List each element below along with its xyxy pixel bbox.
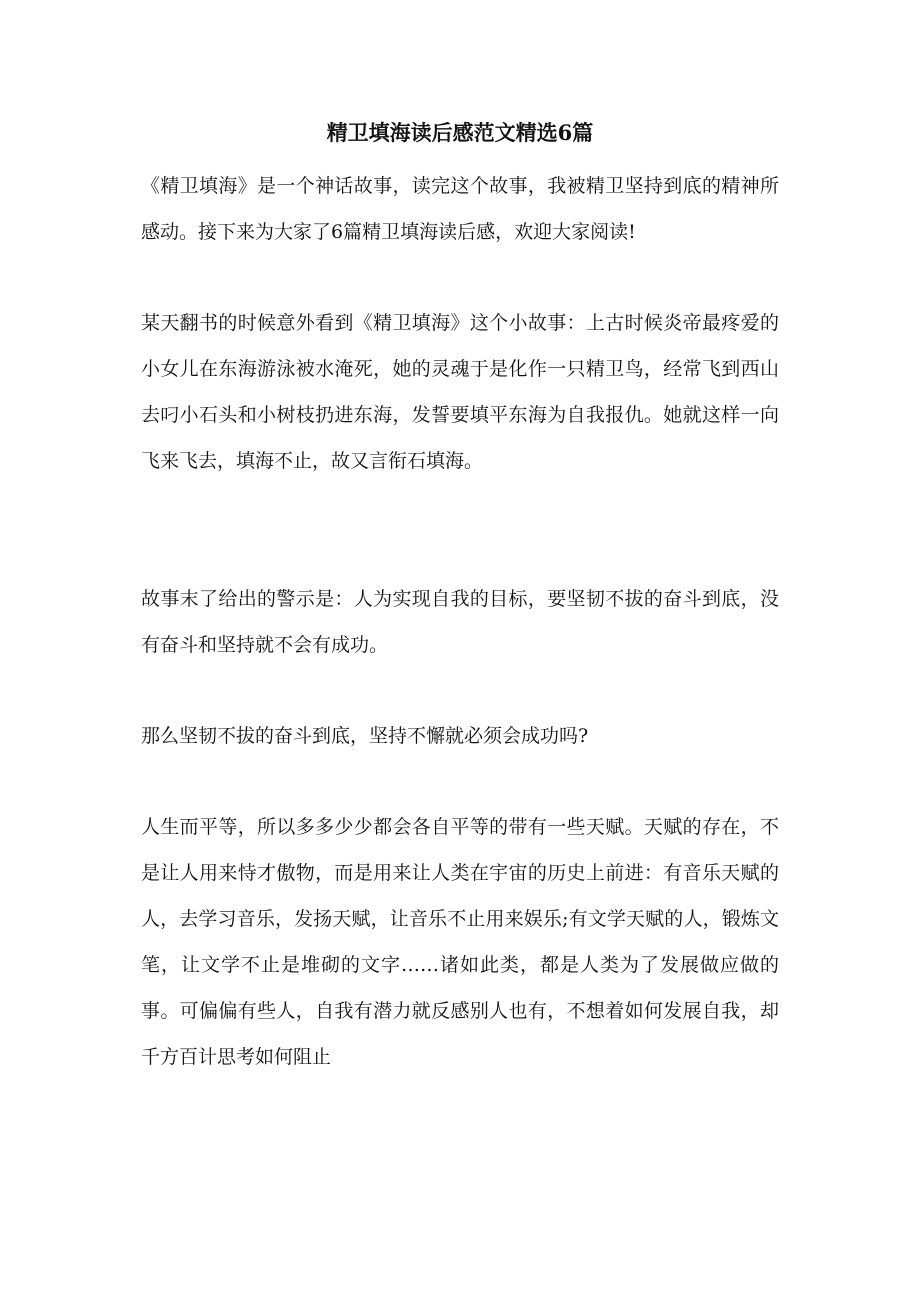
document-body [141,163,779,1080]
paragraph-spacer [141,668,779,713]
paragraph-moral: 故事末了给出的警示是：人为实现自我的目标，要坚韧不拔的奋斗到底，没有奋斗和坚持就不会有成功。 [141,588,779,656]
paragraph-story: 某天翻书的时候意外看到《精卫填海》这个小故事：上古时候炎帝最疼爱的小女儿在东海游泳被水淹死，她的灵魂于是化作一只精卫鸟，经常飞到西山去叼小石头和小树枝扔进东海，发誓要填平东海为自我报仇。她就这样一向飞来飞去，填海不止，故又言衔石填海。 [141,312,779,472]
paragraph-talent: 人生而平等，所以多多少少都会各自平等的带有一些天赋。天赋的存在，不是让人用来恃才傲物，而是用来让人类在宇宙的历史上前进：有音乐天赋的人，去学习音乐，发扬天赋，让音乐不止用来娱乐;有文学天赋的人，锻炼文笔，让文学不止是堆砌的文字……诸如此类，都是人类为了发展做应做的事。可偏偏有些人，自我有潜力就反感别人也有，不想着如何发展自我，却千方百计思考如何阻止 [141,816,779,1068]
paragraph-spacer [141,759,779,804]
paragraph-question: 那么坚韧不拔的奋斗到底，坚持不懈就必须会成功吗? [141,725,589,747]
paragraph-intro: 《精卫填海》是一个神话故事，读完这个故事，我被精卫坚持到底的精神所感动。接下来为大家了6篇精卫填海读后感，欢迎大家阅读! [141,175,779,243]
paragraph-spacer [141,255,779,300]
paragraph-spacer [141,484,779,576]
document-title: 精卫填海读后感范文精选6篇 [326,120,594,145]
